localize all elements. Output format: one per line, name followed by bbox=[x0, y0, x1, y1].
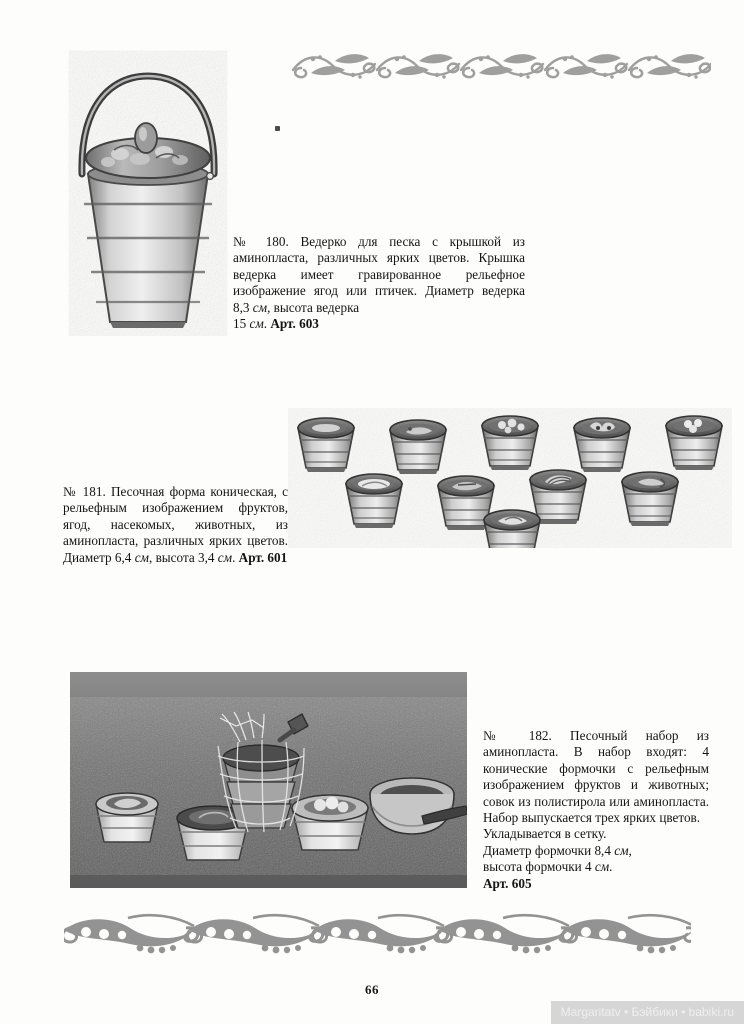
watermark-banner: Margaritatv • Бэйбики • babiki.ru bbox=[551, 1001, 744, 1024]
photo-conical-molds bbox=[288, 408, 732, 548]
caption-item-181 bbox=[63, 484, 288, 566]
top-ornament-band bbox=[291, 44, 711, 88]
caption-180-text: № 180. Ведерко для песка с крышкой из аминопласта, различных ярких цветов. Крышка ведерка имеет гравированное рельефное изображение ягод или птичек. Диаметр ведерка 8,3 см, высота ведерка bbox=[233, 234, 525, 315]
scan-artifact-speck bbox=[275, 126, 280, 131]
bottom-ornament-band bbox=[64, 910, 691, 958]
caption-180-article-line: 15 см. Арт. 603 bbox=[233, 316, 319, 332]
caption-181-text: № 181. Песочная форма коническая, с рельефным изображением фруктов, ягод, насекомых, животных, из аминопласта, различных ярких цветов. Диаметр 6,4 см, высота 3,4 см. Арт. 601 bbox=[63, 484, 288, 565]
photo-sand-bucket bbox=[52, 46, 247, 336]
caption-182-line-diameter: Диаметр формочки 8,4 см, bbox=[483, 842, 632, 858]
caption-182-line-height: высота формочки 4 см. bbox=[483, 859, 613, 875]
caption-182-article: Арт. 605 bbox=[483, 875, 532, 891]
caption-item-180 bbox=[233, 234, 525, 332]
photo-sand-set bbox=[70, 672, 467, 888]
page-number: 66 bbox=[365, 982, 379, 997]
caption-182-line-net: Укладывается в сетку. bbox=[483, 826, 607, 842]
caption-item-182 bbox=[483, 728, 709, 892]
caption-182-text: № 182. Песочный набор из аминопласта. В набор входят: 4 конические формочки с рельефным изображением фруктов и животных; совок из полистирола или аминопласта. Набор выпускается трех ярких цветов. bbox=[483, 728, 709, 826]
